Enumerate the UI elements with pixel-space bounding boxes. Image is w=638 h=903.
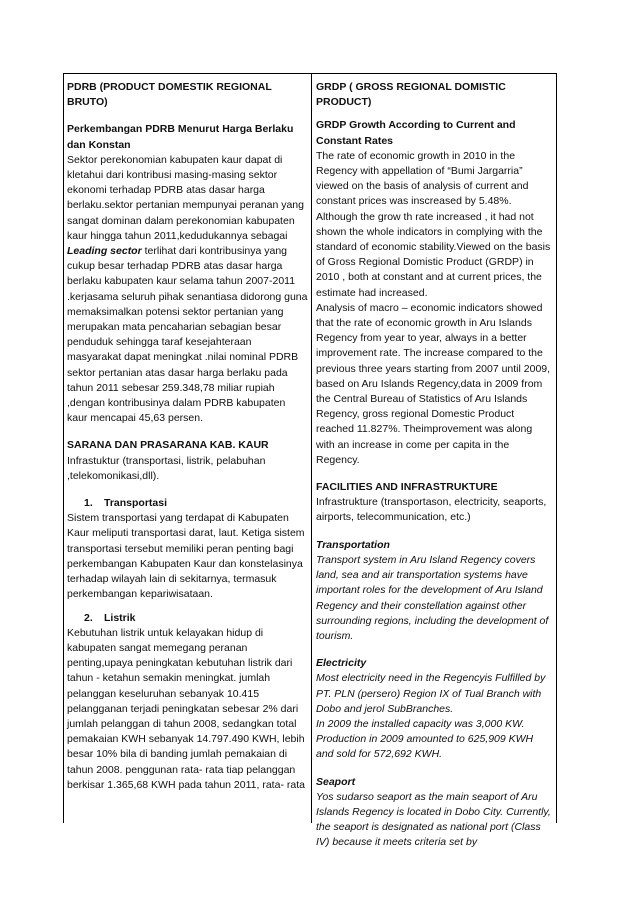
electricity-text-2: In 2009 the installed capacity was 3,000 KW. Production in 2009 amounted to 625,909 KWH and sold for 572,692 KWH.	[316, 717, 534, 761]
sarana-heading: SARANA DAN PRASARANA KAB. KAUR	[67, 439, 269, 452]
indonesian-column	[64, 74, 312, 823]
english-column	[312, 74, 556, 849]
seaport-heading: Seaport	[316, 775, 356, 788]
electricity-heading: Electricity	[316, 657, 367, 670]
transportasi-text: Sistem transportasi yang terdapat di Kabupaten Kaur meliputi transportasi darat, laut. Ketiga sistem transportasi tersebut memiliki peran penting bagi perkembangan Kabupaten Kaur dan konstelasinya terhadap wilayah lain di sekitarnya, termasuk perkembangan kepariwisataan.	[67, 512, 305, 601]
pdrb-subheading: Perkembangan PDRB Menurut Harga Berlaku dan Konstan	[67, 123, 294, 151]
pdrb-heading: PDRB (PRODUCT DOMESTIK REGIONAL BRUTO)	[67, 81, 272, 109]
listrik-text: Kebutuhan listrik untuk kelayakan hidup di kabupaten sangat memegang peranan penting,upaya peningkatan kebutuhan listrik dari tahun - ketahun semakin meningkat. jumlah pelanggan keseluruhan sebanyak 10.415 pelangganan terjadi peningkatan sebesar 2% dari jumlah pelanggan di tahun 2008, sedangkan total pemakaian KWH sebanyak 14.797.490 KWH, lebih besar 10% bila di banding jumlah pemakaian di tahun 2008. penggunan rata- rata tiap pelanggan berkisar 1.365,68 KWH pada tahun 2011, rata- rata	[67, 626, 305, 791]
bilingual-table	[63, 73, 557, 849]
facilities-heading: FACILITIES AND INFRASTRUKTURE	[316, 481, 498, 494]
seaport-text: Yos sudarso seaport as the main seaport of Aru Islands Regency is located in Dobo City. Currently, the seaport is designated as national port (Class IV) because it meets criteria set by	[316, 790, 551, 849]
sarana-text: Infrastuktur (transportasi, listrik, pelabuhan ,telekomonikasi,dll).	[67, 454, 266, 482]
transportasi-heading: 1. Transportasi	[84, 497, 168, 510]
leading-sector-emphasis: Leading sector	[67, 245, 142, 258]
grdp-paragraph-2: Analysis of macro – economic indicators showed that the rate of economic growth in Aru Islands Regency from year to year, always in a better improvement rate. The increase compared to the previous three years starting from 2007 until 2009, based on Aru Islands Regency,data in 2009 from the Central Bureau of Statistics of Aru Islands Regency, gross regional Domestic Product reached 11.827%. Theimprovement was along with an increase in come per capita in the Regency.	[316, 301, 551, 466]
electricity-text-1: Most electricity need in the Regencyis Fulfilled by PT. PLN (persero) Region IX of Tual Branch with Dobo and jerol SubBranches.	[316, 672, 546, 715]
facilities-text: Infrastrukture (transportason, electricity, seaports, airports, telecommunication, etc.)	[316, 496, 547, 524]
pdrb-paragraph: Sektor perekonomian kabupaten kaur dapat di kletahui dari kontribusi masing-masing sektor ekonomi terhadap PDRB atas dasar harga berlaku.sektor pertanian mempunyai peranan yang sangat dominan dalam perekonomian kabupaten kaur hingga tahun 2011,kedudukannya sebagai Leading sector terlihat dari kontribusinya yang cukup besar terhadap PDRB atas dasar harga berlaku kabupaten kaur selama tahun 2007-2011 .kerjasama seluruh pihak senantiasa didorong guna memaksimalkan potensi sektor pertanian yang merupakan mata pencaharian sebagian besar penduduk sehingga taraf kesejahteraan masyarakat dapat meningkat .nilai nominal PDRB sektor pertanian atas dasar harga berlaku pada tahun 2011 sebesar 259.348,78 miliar rupiah ,dengan kontribusinya dalam PDRB kabupaten kaur mencapai 45,63 persen.	[67, 153, 308, 425]
grdp-paragraph-1: The rate of economic growth in 2010 in the Regency with appellation of “Bumi Jargarria” viewed on the basis of analysis of current and constant prices was inscreased by 5.48%. Although the grow th rate increased , it had not shown the whole indicators in complying with the standard of economic stability.Viewed on the basis of Gross Regional Domistic Product (GRDP) in 2010 , both at constant and at current prices, the estimate had increased.	[316, 149, 551, 299]
transportation-heading: Transportation	[316, 538, 390, 551]
grdp-heading: GRDP ( GROSS REGIONAL DOMISTIC PRODUCT)	[316, 81, 506, 109]
listrik-heading: 2. Listrik	[84, 611, 136, 624]
transportation-text: Transport system in Aru Island Regency covers land, sea and air transportation systems have important roles for the development of Aru Island Regency and their constellation against other surrounding regions, including the development of tourism.	[316, 553, 549, 642]
grdp-subheading: GRDP Growth According to Current and Constant Rates	[316, 119, 516, 147]
